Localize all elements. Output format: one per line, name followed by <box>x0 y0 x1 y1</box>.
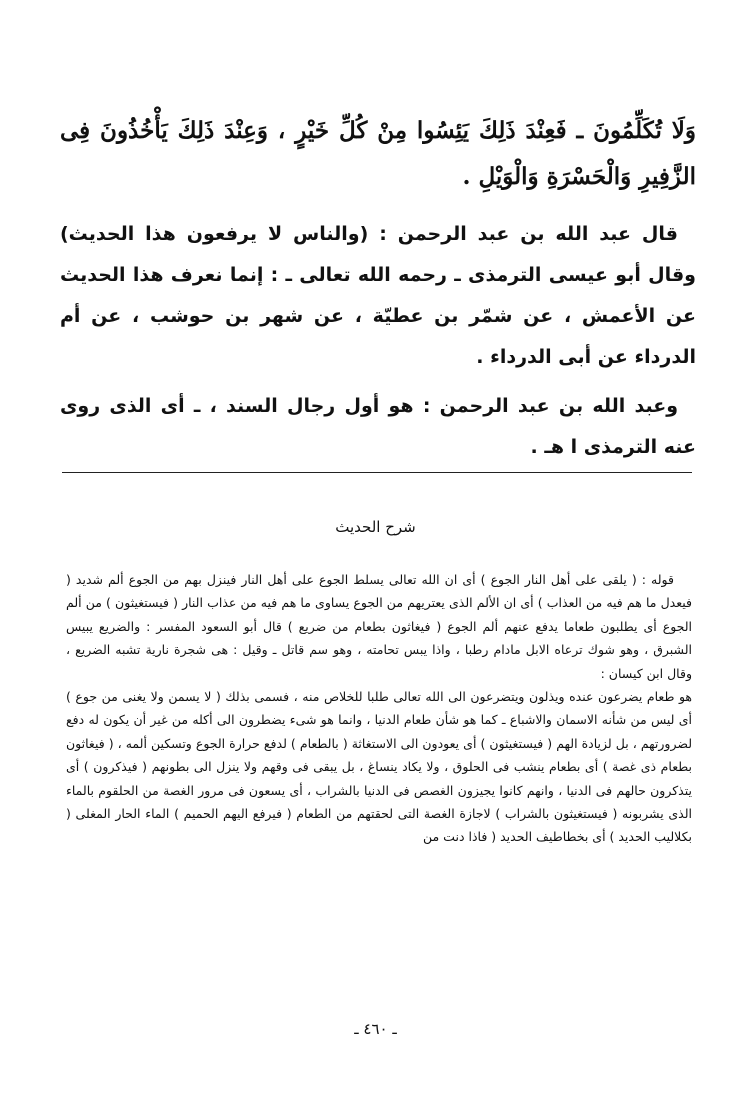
section-divider <box>62 472 692 473</box>
tirmidhi-note-2-text: وعبد الله بن عبد الرحمن : هو أول رجال السند ، ـ أى الذى روى عنه الترمذى ا هـ . <box>60 395 696 458</box>
commentary-title: شرح الحديث <box>335 518 416 536</box>
tirmidhi-note-1 <box>60 214 696 378</box>
page-number: ـ ٤٦٠ ـ <box>354 1020 397 1038</box>
commentary-paragraph-1: قوله : ( يلقى على أهل النار الجوع ) أى ان الله تعالى يسلط الجوع على أهل النار فينزل بهم من الجوع ألم شديد ( فيعدل ما هم فيه من العذاب ) أى ان الألم الذى يعتريهم من الجوع يساوى ما هم فيه من عذاب النار ( فيستغيثون ) من ألم الجوع أى يطلبون طعاما يدفع عنهم ألم الجوع ( فيغاثون بطعام من ضريع ) قال أبو السعود المفسر : والضريع يبيس الشبرق ، وهو شوك ترعاه الابل مادام رطبا ، واذا يبس تحامته ، وهو سم قاتل ـ وقيل : هى شجرة نارية تشبه الضريع ، وقال ابن كيسان : <box>66 572 692 681</box>
tirmidhi-note-2 <box>60 386 696 468</box>
tirmidhi-note-1-text: قال عبد الله بن عبد الرحمن : (والناس لا يرفعون هذا الحديث) وقال أبو عيسى الترمذى ـ رحمه الله تعالى ـ : إنما نعرف هذا الحديث عن الأعمش ، عن شمّر بن عطيّة ، عن شهر بن حوشب ، عن أم الدرداء عن أبى الدرداء . <box>60 223 696 368</box>
hadith-text-block <box>60 108 696 200</box>
commentary-body <box>66 568 692 849</box>
hadith-quote: وَلَا تُكَلِّمُونَ ـ فَعِنْدَ ذَلِكَ يَئِسُوا مِنْ كُلِّ خَيْرٍ ، وَعِنْدَ ذَلِكَ يَأْخُذُونَ فِى الزَّفِيرِ وَالْحَسْرَةِ وَالْوَيْلِ . <box>60 117 696 190</box>
commentary-paragraph-2: هو طعام يضرعون عنده ويذلون ويتضرعون الى الله تعالى طلبا للخلاص منه ، فسمى بذلك ( لا يسمن ولا يغنى من جوع ) أى ليس من شأنه الاسمان والاشباع ـ كما هو شأن طعام الدنيا ، وانما هو شىء يضطرون الى أكله من غير أن يكون له دفع لضرورتهم ، بل لزيادة الهم ( فيستغيثون ) أى يعودون الى الاستغاثة ( بالطعام ) لدفع حرارة الجوع وتسكين ألمه ، ( فيغاثون بطعام ذى غصة ) أى بطعام ينشب فى الحلوق ، ولا يكاد ينساغ ، بل يبقى فى وقهم ولا ينزل الى بطونهم ( فيذكرون ) أى يتذكرون حالهم فى الدنيا ، وانهم كانوا يجيزون الغصص فى الدنيا بالشراب ، أى يسعون فى مرور الغصة من الحلقوم بالماء الذى يشربونه ( فيستغيثون بالشراب ) لاجازة الغصة التى لحقتهم من الطعام ( فيرفع اليهم الحميم ) الماء الحار المغلى ( بكلاليب الحديد ) أى بخطاطيف الحديد ( فاذا دنت من <box>66 689 692 845</box>
